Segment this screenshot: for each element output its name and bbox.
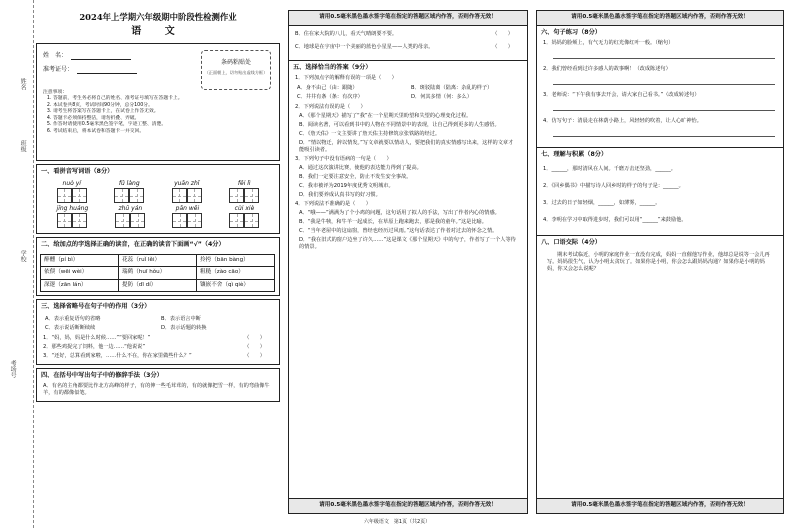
barcode-area [201, 50, 271, 90]
pronunciation-item[interactable]: 醉醺（pí bì） [40, 254, 119, 268]
question-item: 2．我们曾经看到过许多感人的故事啊！（改成陈述句） [543, 65, 671, 72]
notice-bottom: 请用0.5毫米黑色墨水签字笔在指定的答题区域内作答，否则作答无效！ [289, 498, 527, 513]
option-item[interactable]: C．井井有条（条：有次序） [297, 93, 363, 100]
pronunciation-item[interactable]: 粗糙（zào cāo） [196, 266, 275, 280]
question-item: 4．仿写句子：清晨走在林荫小路上，风轻轻的吹着，让人心旷神怡。 [543, 117, 702, 124]
question-item[interactable]: 3．“还好，总算看到家啦，……什么不在，你在家里做些什么？” （ ） [43, 352, 265, 359]
pronunciation-item[interactable]: 提防（dī dí） [118, 279, 197, 293]
notes-title: 注意事项： [43, 89, 67, 95]
fill-blank-item[interactable]: 3．过去的日子如轻烟，______，如薄雾，______。 [543, 200, 661, 207]
pinyin-item[interactable]: jīng huáng [57, 205, 89, 228]
exam-title: 2024年上学期六年级期中阶段性检测作业 [79, 12, 237, 22]
option-item[interactable]: D．我们要养成认真书写的好习惯。 [299, 192, 381, 199]
pinyin-item[interactable]: pān wēi [172, 205, 202, 228]
pinyin-item[interactable]: nuò yí [57, 180, 87, 203]
pinyin-item[interactable]: fěi lì [229, 180, 259, 203]
binding-seat-label: 考场号 [9, 360, 17, 378]
note-item: 1. 答题前，考生务必将自己的姓名、准考证号填写在答题卡上。 [53, 96, 201, 102]
binding-class-label: 班级 [19, 140, 27, 152]
option-item[interactable]: C．《詹天佑》一文主要讲了詹天佑主持修筑京张铁路的经过。 [299, 131, 441, 138]
option-item[interactable]: D．何其多情（何：多么） [411, 93, 473, 100]
note-item: 5. 作答时请使用0.5毫米黑色签字笔，字迹工整、清楚。 [53, 122, 201, 128]
column-right [536, 10, 784, 514]
question-item[interactable]: 1．“妈，妈，妈是什么时候……”“要回家呢！” （ ） [43, 334, 265, 341]
notice-top: 请用0.5毫米黑色墨水签字笔在指定的答题区域内作答，否则作答无效！ [289, 11, 527, 26]
section-title: 二、给加点的字选择正确的读音，在正确的读音下面画“√”（4分） [41, 241, 225, 249]
section-title: 四、在括号中写出句子中的修辞手法（3分） [41, 371, 163, 379]
option-item[interactable]: A．“哦——”满满为了个小鸡的问题，这句话用了拟人的手法，写出了作者内心的情感。 [299, 210, 500, 217]
pronunciation-item[interactable]: 瑞鹤（huī hǒu） [118, 266, 197, 280]
option-item[interactable]: A．通过这次演讲比赛，使他的表达能力得到了提高。 [299, 165, 422, 172]
answer-line[interactable] [553, 128, 775, 137]
question-item[interactable]: B．住在家大院的八儿，看天气晴朗要不要。 （ ） [295, 30, 513, 37]
question-item: 1．妈妈的脸颊上，有气无力的红光像红叶一般。（缩句） [543, 39, 674, 46]
answer-line[interactable] [553, 102, 775, 111]
section-title: 三、选择省略号在句子中的作用（3分） [41, 303, 151, 311]
fill-blank-item[interactable]: 2．《回乡偶书》中描写诗人回乡时的样子的句子是：______。 [543, 183, 684, 190]
column-left [36, 10, 280, 514]
binding-margin [0, 0, 34, 528]
binding-name-label: 姓名 [19, 78, 27, 90]
section-title: 一、看拼音写词语（8分） [41, 167, 114, 175]
student-info-area [36, 43, 280, 161]
question-item: 3．老师说：“下午我有事去开会，请大家自己看书。”（改成转述句） [543, 91, 700, 98]
option-item[interactable]: D．“我在旧式的窗户边坐了许久……”这是课文《那个星期天》中的句子，作者写了一个人等待的情景。 [299, 237, 516, 251]
option-item[interactable]: D．“情以物迁，辞以情发。”写文章就要以情动人，要把我们的真实情感写出来，这样的文章才能吸引读者。 [299, 140, 514, 154]
section-title: 六、句子练习（8分） [541, 28, 601, 36]
question-item[interactable]: C．地球是在宇宙中一个美丽的蓝色小星星——人类的母亲。 （ ） [295, 43, 513, 50]
question-stem: 4．下列说法不准确的是（ ） [295, 201, 371, 208]
question-stem: 3．下列句子中没有语病的一句是（ ） [295, 156, 392, 163]
binding-school-label: 学校 [19, 250, 27, 262]
section-title: 七、理解与积累（8分） [541, 150, 608, 158]
option-item[interactable]: C．“当年老屋中的这扇窗，曾经也经历过风雨。”这句话表达了作者对过去的怀念之情。 [299, 228, 498, 235]
option-item[interactable]: B．斑驳陆离（陆离：杂乱的样子） [411, 84, 493, 91]
option-item[interactable]: B．“我是牛犊，和牛羊一起成长，在草原上跑来跑去，那是我的童年。”这是比喻。 [299, 219, 487, 226]
column-middle [288, 10, 528, 514]
option-item: D．表示话题的转换 [161, 324, 207, 331]
option-item: A．表示重复语句的省略 [45, 315, 101, 322]
question-item[interactable]: 2．那些鸡捉完了饲料，他一边……“他说说” （ ） [43, 343, 265, 350]
answer-line[interactable] [553, 50, 775, 59]
exam-notes [43, 90, 201, 135]
option-item[interactable]: C．我市被评为2019年度优秀文明城市。 [299, 183, 394, 190]
section-pronunciation [36, 237, 280, 296]
notice-top: 请用0.5毫米黑色墨水签字笔在指定的答题区域内作答，否则作答无效！ [537, 11, 783, 26]
option-item: C．表示说话断断续续 [45, 324, 96, 331]
question-stem: 1．下列加点字的解释有误的一项是（ ） [295, 74, 397, 81]
fill-blank-item[interactable]: 4．李明在学习中取得进步时，我们可以用“______”来鼓励他。 [543, 217, 687, 224]
barcode-title: 条码粘贴处 [220, 58, 251, 66]
fill-blank-item[interactable]: 1．______，那时清风在人间。千磨万击还坚劲，______。 [543, 166, 676, 173]
option-item[interactable]: B．阅读名著，可以看到书中的人物在不同情景中的表现，让自己得到更多的人生感悟。 [299, 122, 500, 129]
notice-bottom: 请用0.5毫米黑色墨水签字笔在指定的答题区域内作答，否则作答无效！ [537, 498, 783, 513]
option-item[interactable]: B．我们一定要注意安全，防止不发生安全事故。 [299, 174, 412, 181]
pinyin-item[interactable]: fǔ làng [114, 180, 144, 203]
pinyin-item[interactable]: zhū yán [115, 205, 145, 228]
answer-line[interactable] [553, 76, 775, 85]
pronunciation-item[interactable]: 花蕊（ruǐ lěi） [118, 254, 197, 268]
pronunciation-item[interactable]: 镶嵌不舍（qì qiè） [196, 279, 275, 293]
section-ellipsis [36, 299, 280, 364]
barcode-note: （正面朝上，切勿贴出虚线方框） [204, 69, 268, 75]
section-rhetoric [36, 368, 280, 402]
exam-number-field[interactable]: 准考证号： [43, 66, 137, 74]
subject-title: 语 文 [131, 26, 185, 38]
option-item: B．表示语言中断 [161, 315, 201, 322]
note-item: 4. 答题卡必须保持整洁，请勿折叠、弄破。 [53, 116, 201, 122]
option-item[interactable]: A．《那个星期天》描写了“我”在一个星期天里盼望和失望的心理变化过程。 [299, 113, 472, 119]
pronunciation-item[interactable]: 拎挎（bān bàng） [196, 254, 275, 268]
question-stem: 2．下列说法有误的是（ ） [295, 103, 366, 110]
section-title: 八、口语交际（4分） [541, 239, 601, 247]
note-item: 6. 考试结束后，将本试卷和答题卡一并交回。 [53, 129, 201, 135]
page-footer: 六年级语文 第1页（共2页） [363, 519, 431, 526]
section-pinyin [36, 164, 280, 234]
pinyin-item[interactable]: cùi xiè [229, 205, 259, 228]
question-item[interactable]: A．有名的主角都要比作北方高峰的样子，有的伸一些毛茸茸的，有的就像把雪一样，有的弯曲像牛羊，有的都像似笔。 [43, 383, 270, 397]
option-item[interactable]: A．身不由己（由：跟随） [297, 84, 358, 91]
oral-prompt: 期末考试临近，小明的家庭作业一直没有完成，妈妈一直催他写作业，他却总是说等一会儿再写。妈妈很生气，认为小明太贪玩了。如果你是小明，你会怎么跟妈妈沟通？如果你是小明的妈妈，你又会怎么说呢？ [547, 251, 770, 272]
note-item: 3. 请考生将答案写在答题卡上，在试卷上作答无效。 [53, 109, 201, 115]
note-item: 2. 本试卷共8页，考试时间90分钟，总分100分。 [53, 103, 201, 109]
section-title: 五、选择恰当的答案（9分） [293, 63, 372, 71]
pronunciation-item[interactable]: 依偎（wēi wèi） [40, 266, 119, 280]
name-field[interactable]: 姓 名： [43, 52, 131, 60]
pinyin-item[interactable]: yuān zhǐ [172, 180, 202, 203]
pronunciation-item[interactable]: 深邃（zān lán） [40, 279, 119, 293]
